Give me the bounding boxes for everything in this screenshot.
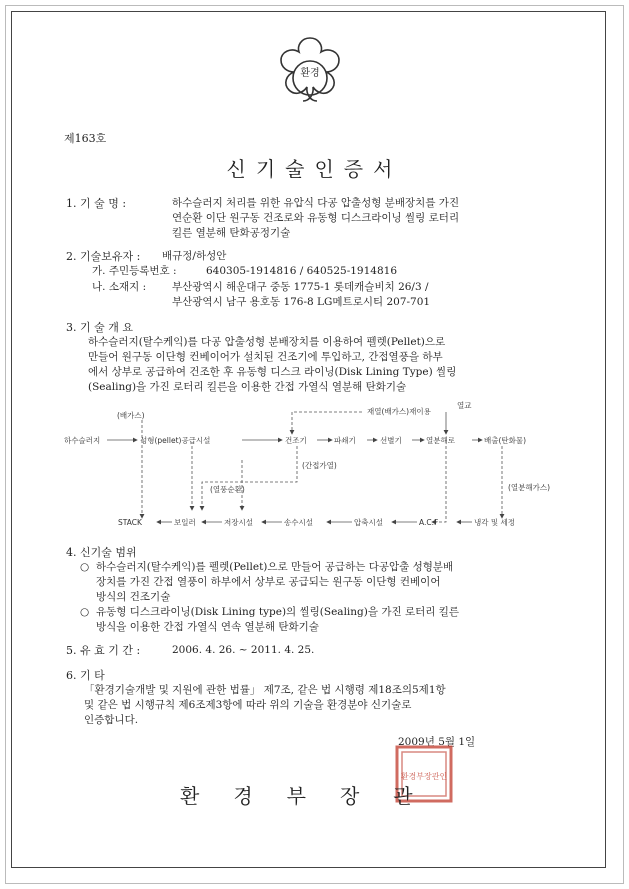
diag-node: 하수슬러지: [64, 436, 101, 445]
emblem-text: 환경: [300, 68, 320, 79]
diag-node: 송수시설: [284, 518, 313, 527]
diag-node: 열분해로: [426, 436, 455, 445]
addr-label: 나. 소재지 :: [92, 281, 147, 293]
sec3-line: 하수슬러지(탈수케익)를 다공 압출성형 분배장치를 이용하여 펠렛(Pellet)으로: [88, 336, 446, 348]
addr-line: 부산광역시 해운대구 중동 1775-1 롯데캐슬비치 26/3 /: [172, 281, 429, 293]
diag-node: 성형(pellet)공급시설: [140, 436, 211, 445]
diag-node: 저장시설: [224, 518, 253, 527]
diag-gas-label: (배가스): [117, 411, 145, 420]
holders: 배규정/하성안: [162, 250, 227, 262]
page-title: 신기술인증서: [226, 157, 403, 181]
sec3-line: (Sealing)을 가진 로터리 킬른을 이용한 간접 가열식 열분해 탄화기술: [88, 381, 407, 393]
validity: 2006. 4. 26. ~ 2011. 4. 25.: [172, 644, 315, 656]
id-label: 가. 주민등록번호 :: [92, 265, 177, 277]
sec4-line: 하수슬러지(탈수케익)를 펠렛(Pellet)으로 만들어 공급하는 다공압출 성형분배: [96, 561, 454, 573]
sec6-label: 6. 기 타: [66, 669, 105, 682]
sec5-label: 5. 유 효 기 간 :: [66, 644, 141, 657]
bullet-icon: ○: [80, 561, 90, 573]
sec1-label: 1. 기 술 명 :: [66, 197, 127, 210]
diag-node: 압축시설: [354, 518, 383, 527]
sec4-line: 장치를 가진 간접 열풍이 하부에서 상부로 공급되는 원구동 이단형 컨베이어: [96, 576, 441, 588]
diag-top-label: 재열(배가스)재이용: [367, 407, 431, 416]
diag-node: STACK: [118, 518, 142, 527]
diag-node: 파쇄기: [334, 436, 356, 445]
process-diagram: [62, 400, 572, 535]
sec4-line: 유동형 디스크라이닝(Disk Lining type)의 씰링(Sealing)을 가진 로터리 킬른: [96, 606, 460, 618]
diag-node: 냉각 및 세정: [474, 518, 515, 527]
sec4-line: 방식을 이용한 간접 가열식 연속 열분해 탄화기술: [96, 621, 319, 633]
ministry-emblem: [262, 30, 358, 126]
sec6-line: 및 같은 법 시행규칙 제6조제3항에 따라 위의 기술을 환경분야 신기술로: [84, 699, 412, 711]
issuer-name: 환경부장관: [180, 784, 447, 808]
sec3-label: 3. 기 술 개 요: [66, 321, 133, 334]
diag-node: 건조기: [285, 436, 307, 445]
diag-node: 선별기: [380, 436, 402, 445]
sec2-label: 2. 기술보유자 :: [66, 250, 141, 263]
sec1-line: 연순환 이단 원구동 건조로와 유동형 디스크라이닝 씰링 로터리: [172, 212, 460, 224]
diag-node: A.C.F: [419, 518, 439, 527]
diag-circ: (열풍순환): [210, 485, 245, 494]
sec4-line: 방식의 건조기술: [96, 591, 171, 603]
id-values: 640305-1914816 / 640525-1914816: [206, 265, 397, 277]
diag-top-label2: 열교: [457, 401, 472, 410]
addr-line: 부산광역시 남구 용호동 176-8 LG메트로시티 207-701: [172, 296, 431, 308]
diag-node: 보일러: [174, 518, 196, 527]
diag-pyro-gas: (열분해가스): [508, 483, 551, 492]
sec4-label: 4. 신기술 범위: [66, 546, 137, 559]
issue-date: 2009년 5월 1일: [398, 736, 476, 748]
doc-number: 제163호: [64, 132, 107, 145]
sec1-line: 킬른 열분해 탄화공정기술: [172, 227, 291, 239]
sec6-line: 「환경기술개발 및 지원에 관한 법률」 제7조, 같은 법 시행령 제18조의5제1항: [84, 684, 446, 696]
sec6-line: 인증합니다.: [84, 714, 139, 726]
diag-node: 배출(탄화물): [484, 436, 527, 445]
seal-text: 환경부장관인: [400, 772, 448, 781]
sec3-line: 에서 상부로 공급하여 건조한 후 유동형 디스크 라이닝(Disk Lining Type) 씰링: [88, 366, 457, 378]
diag-indirect: (간접가열): [302, 461, 337, 470]
sec1-line: 하수슬러지 처리를 위한 유압식 다공 압출성형 분배장치를 가진: [172, 197, 460, 209]
sec3-line: 만들어 원구동 이단형 컨베이어가 설치된 건조기에 투입하고, 간접열풍을 하부: [88, 351, 443, 363]
bullet-icon: ○: [80, 606, 90, 618]
